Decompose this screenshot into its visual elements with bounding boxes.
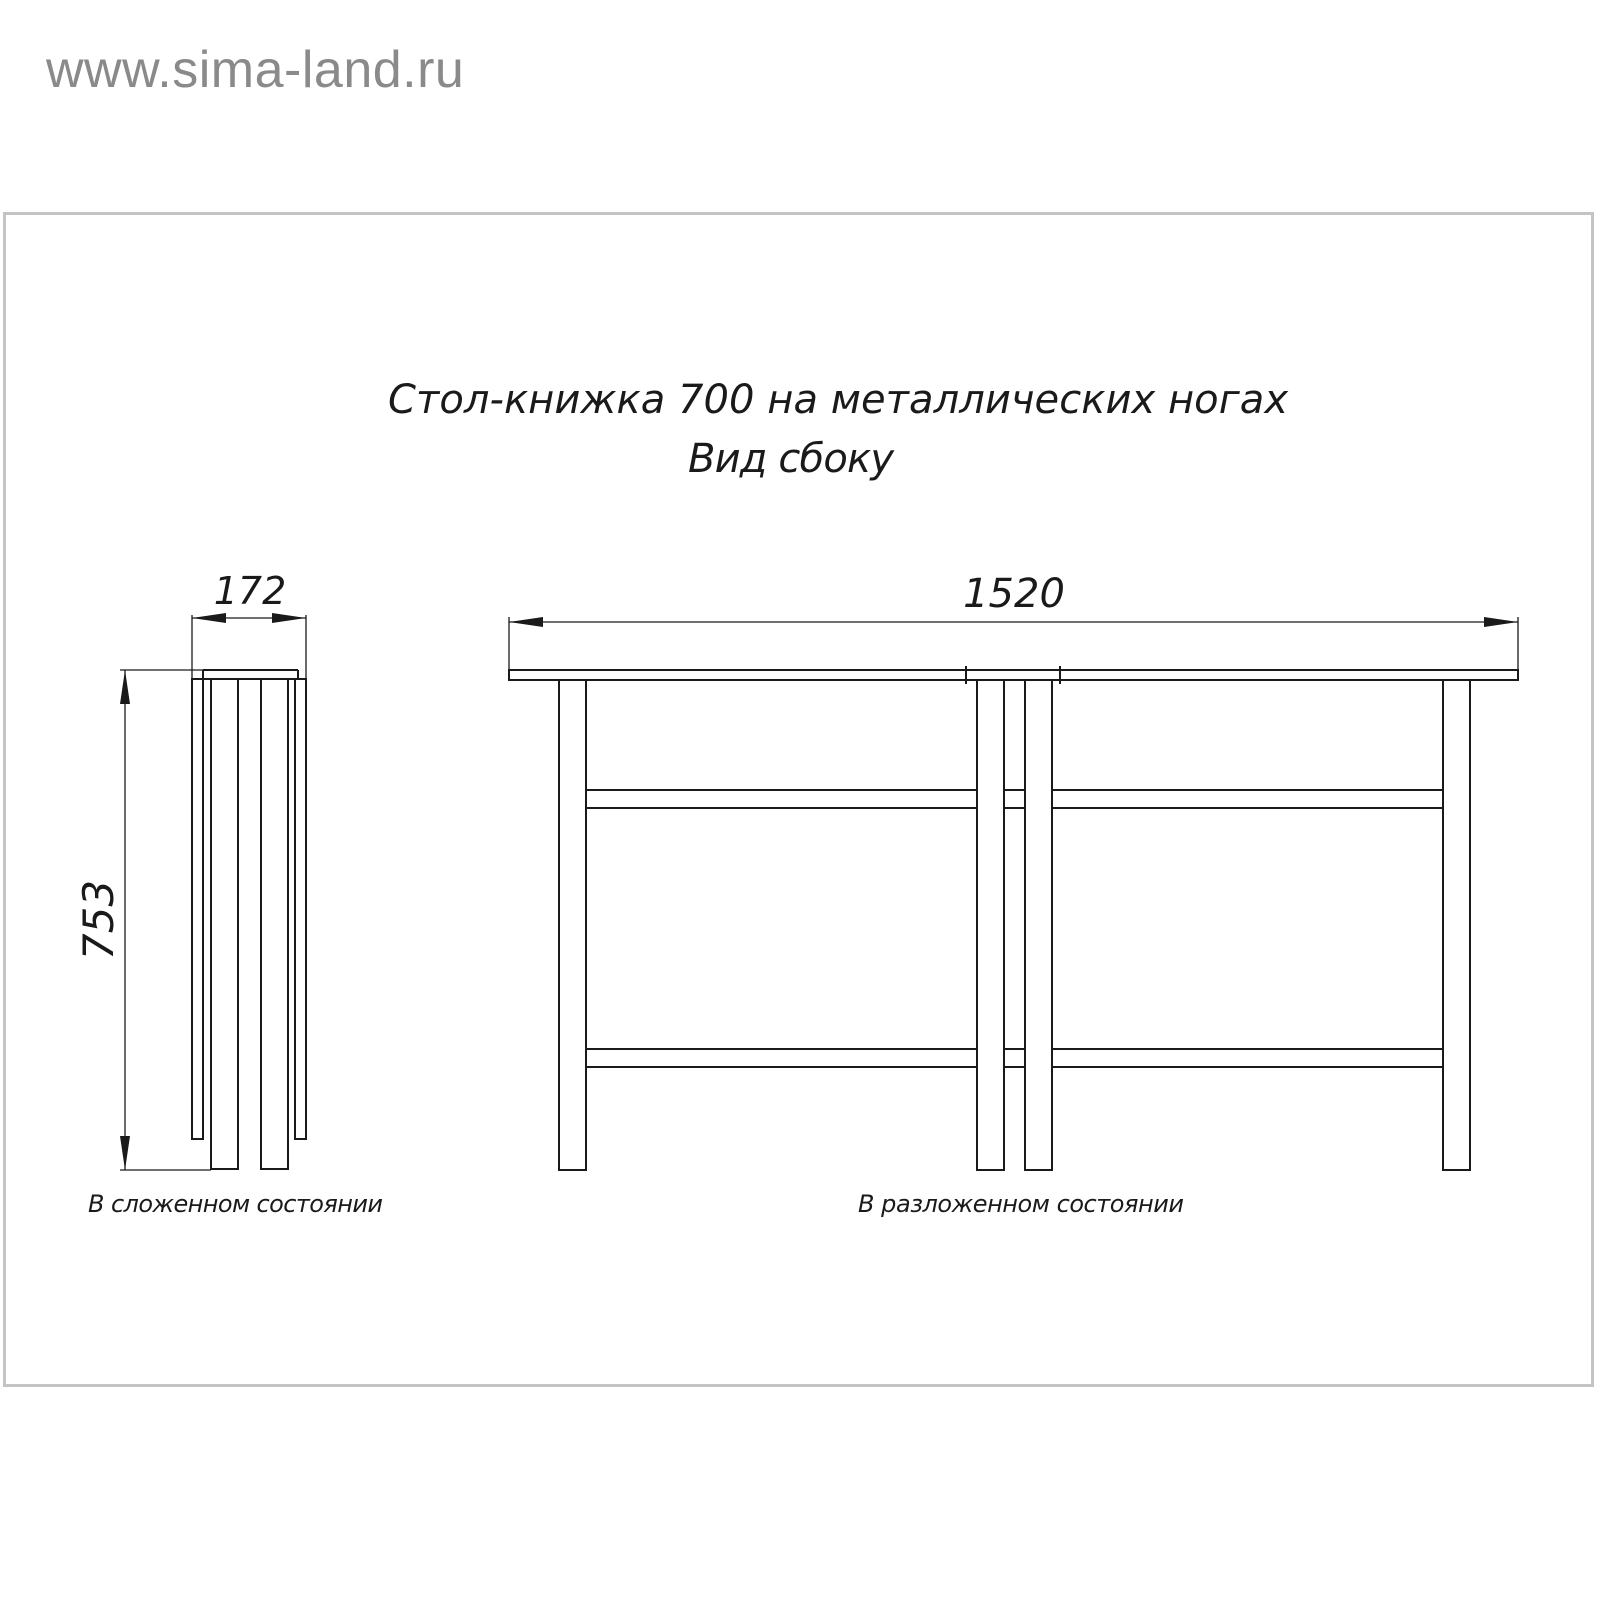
tabletop-right-leaf: [1060, 670, 1518, 680]
tabletop-center: [966, 670, 1060, 680]
unfolded-leg-1: [559, 680, 586, 1170]
lower-stretcher: [586, 1049, 1443, 1067]
drawing-title: Стол-книжка 700 на металлических ногах: [388, 377, 1288, 423]
upper-stretcher: [586, 790, 1443, 808]
unfolded-leg-4: [1443, 680, 1470, 1170]
unfolded-view: [509, 571, 1518, 1218]
folded-right-leaf: [295, 679, 306, 1139]
unfolded-leg-3: [1025, 680, 1052, 1170]
site-watermark: www.sima-land.ru: [46, 41, 465, 99]
dim-label-1520: 1520: [963, 571, 1065, 617]
drawing-subtitle: Вид сбоку: [688, 436, 894, 482]
dim-label-753: 753: [74, 879, 123, 961]
unfolded-leg-2: [977, 680, 1004, 1170]
folded-left-leaf: [192, 679, 203, 1139]
folded-leg-1: [211, 679, 238, 1169]
folded-leg-2: [261, 679, 288, 1169]
tabletop-left-leaf: [509, 670, 966, 680]
folded-caption: В сложенном состоянии: [88, 1190, 383, 1218]
folded-view: [74, 569, 383, 1218]
dim-label-172: 172: [213, 569, 287, 613]
unfolded-caption: В разложенном состоянии: [858, 1190, 1184, 1218]
